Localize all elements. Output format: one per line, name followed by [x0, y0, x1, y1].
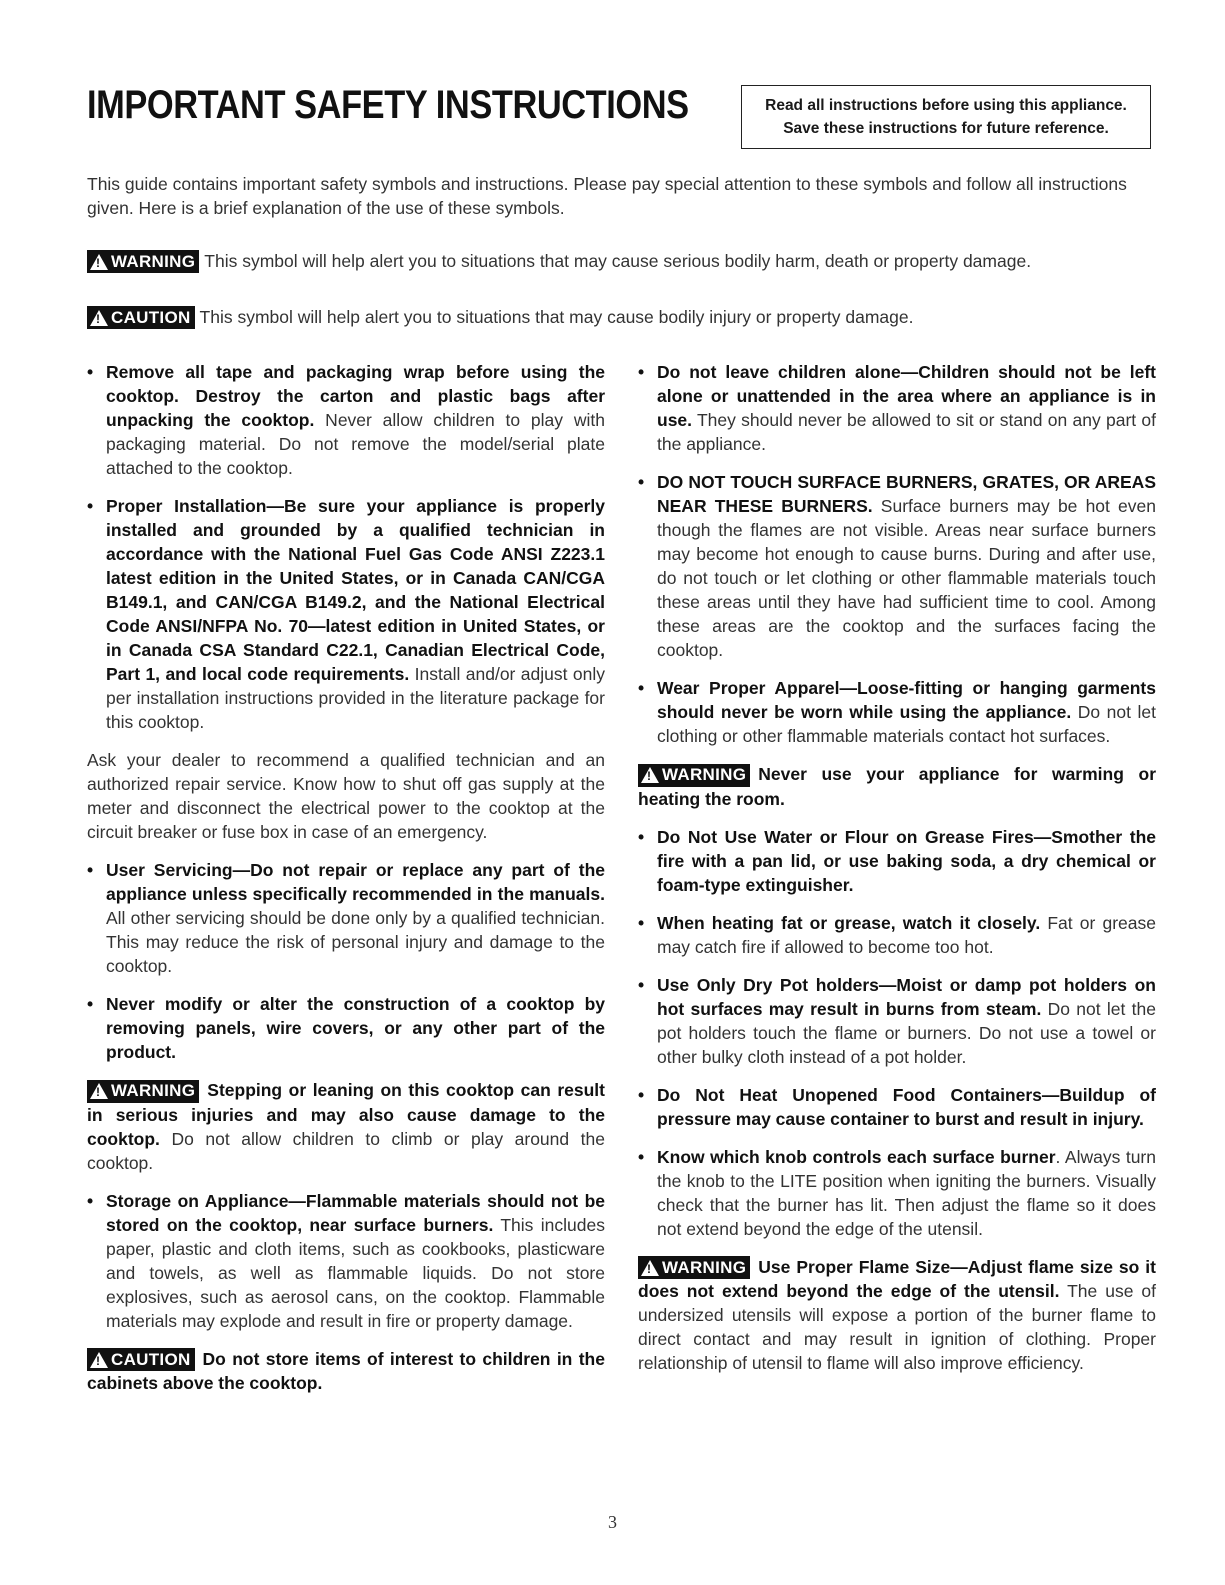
- page-number: 3: [608, 1512, 617, 1532]
- intro-paragraph: This guide contains important safety symbols and instructions. Please pay special attention to these symbols and follow all instructions given. Here is a brief explanation of the use of these symbols.: [87, 174, 1127, 218]
- caution-badge: ! CAUTION: [87, 1348, 195, 1371]
- warning-badge: ! WARNING: [638, 764, 750, 787]
- warning-legend: [87, 250, 1031, 273]
- notice-line-2: Save these instructions for future reference.: [783, 120, 1109, 137]
- list-item: • When heating fat or grease, watch it closely. Fat or grease may catch fire if allowed to become too hot.: [638, 911, 1156, 959]
- read-instructions-notice: [741, 85, 1151, 149]
- caution-legend: [87, 306, 914, 329]
- warning-block: ! WARNING Stepping or leaning on this cooktop can result in serious injuries and may also cause damage to the cooktop. Do not allow children to climb or play around the cooktop.: [87, 1078, 605, 1175]
- warning-triangle-icon: [90, 1352, 108, 1368]
- warning-triangle-icon: [641, 1260, 659, 1276]
- warning-badge: ! WARNING: [87, 250, 199, 273]
- warning-badge: ! WARNING: [87, 1080, 199, 1103]
- warning-triangle-icon: [90, 254, 108, 270]
- dealer-paragraph: Ask your dealer to recommend a qualified technician and an authorized repair service. Know how to shut off gas supply at the meter and disconnect the electrical power to the cooktop at the circuit breaker or fuse box in case of an emergency.: [87, 750, 605, 842]
- list-item: • Remove all tape and packaging wrap before using the cooktop. Destroy the carton and plastic bags after unpacking the cooktop. Never allow children to play with packaging material. Do not remove the model/serial plate attached to the cooktop.: [87, 360, 605, 480]
- list-item: • Do not leave children alone—Children should not be left alone or unattended in the area where an appliance is in use. They should never be allowed to sit or stand on any part of the appliance.: [638, 360, 1156, 456]
- page-title: IMPORTANT SAFETY INSTRUCTIONS: [87, 83, 689, 127]
- warning-block: ! WARNING Use Proper Flame Size—Adjust flame size so it does not extend beyond the edge of the utensil. The use of undersized utensils will expose a portion of the burner flame to direct contact and may result in ignition of clothing. Proper relationship of utensil to flame will also improve efficiency.: [638, 1255, 1156, 1376]
- caution-badge: ! CAUTION: [87, 306, 195, 329]
- caution-block: ! CAUTION Do not store items of interest to children in the cabinets above the cooktop.: [87, 1347, 605, 1396]
- warning-block: ! WARNING Never use your appliance for warming or heating the room.: [638, 762, 1156, 811]
- list-item: • DO NOT TOUCH SURFACE BURNERS, GRATES, OR AREAS NEAR THESE BURNERS. Surface burners may be hot even though the flames are not visible. Areas near surface burners may become hot enough to cause burns. During and after use, do not touch or let clothing or other flammable materials touch these areas until they have had sufficient time to cool. Among these areas are the cooktop and the surfaces facing the cooktop.: [638, 470, 1156, 662]
- list-item: • Do Not Use Water or Flour on Grease Fires—Smother the fire with a pan lid, or use baking soda, a dry chemical or foam-type extinguisher.: [638, 825, 1156, 897]
- list-item: • Never modify or alter the construction of a cooktop by removing panels, wire covers, or any other part of the product.: [87, 992, 605, 1064]
- warning-triangle-icon: [90, 1083, 108, 1099]
- list-item: • Use Only Dry Pot holders—Moist or damp pot holders on hot surfaces may result in burns from steam. Do not let the pot holders touch the flame or burners. Do not use a towel or other bulky cloth instead of a pot holder.: [638, 973, 1156, 1069]
- warning-triangle-icon: [641, 767, 659, 783]
- notice-line-1: Read all instructions before using this appliance.: [765, 97, 1127, 114]
- list-item: • Do Not Heat Unopened Food Containers—Buildup of pressure may cause container to burst and result in injury.: [638, 1083, 1156, 1131]
- list-item: • Wear Proper Apparel—Loose-fitting or hanging garments should never be worn while using the appliance. Do not let clothing or other flammable materials contact hot surfaces.: [638, 676, 1156, 748]
- list-item: • Proper Installation—Be sure your appliance is properly installed and grounded by a qualified technician in accordance with the National Fuel Gas Code ANSI Z223.1 latest edition in the United States, or in Canada CAN/CGA B149.1, and CAN/CGA B149.2, and the National Electrical Code ANSI/NFPA No. 70—latest edition in United States, or in Canada CSA Standard C22.1, Canadian Electrical Code, Part 1, and local code requirements. Install and/or adjust only per installation instructions provided in the literature package for this cooktop.: [87, 494, 605, 734]
- list-item: • Storage on Appliance—Flammable materials should not be stored on the cooktop, near surface burners. This includes paper, plastic and cloth items, such as cookbooks, plasticware and towels, as well as flammable liquids. Do not store explosives, such as aerosol cans, on the cooktop. Flammable materials may explode and result in fire or property damage.: [87, 1189, 605, 1333]
- warning-triangle-icon: [90, 310, 108, 326]
- warning-badge: ! WARNING: [638, 1256, 750, 1279]
- caution-legend-text: This symbol will help alert you to situations that may cause bodily injury or property damage.: [199, 307, 914, 327]
- list-item: • Know which knob controls each surface burner. Always turn the knob to the LITE position when igniting the burners. Visually check that the burner has lit. Then adjust the flame so it does not extend beyond the edge of the utensil.: [638, 1145, 1156, 1241]
- list-item: • User Servicing—Do not repair or replace any part of the appliance unless specifically recommended in the manuals. All other servicing should be done only by a qualified technician. This may reduce the risk of personal injury and damage to the cooktop.: [87, 858, 605, 978]
- left-column: [87, 360, 605, 1409]
- warning-legend-text: This symbol will help alert you to situations that may cause serious bodily harm, death or property damage.: [204, 251, 1032, 271]
- right-column: [638, 360, 1156, 1389]
